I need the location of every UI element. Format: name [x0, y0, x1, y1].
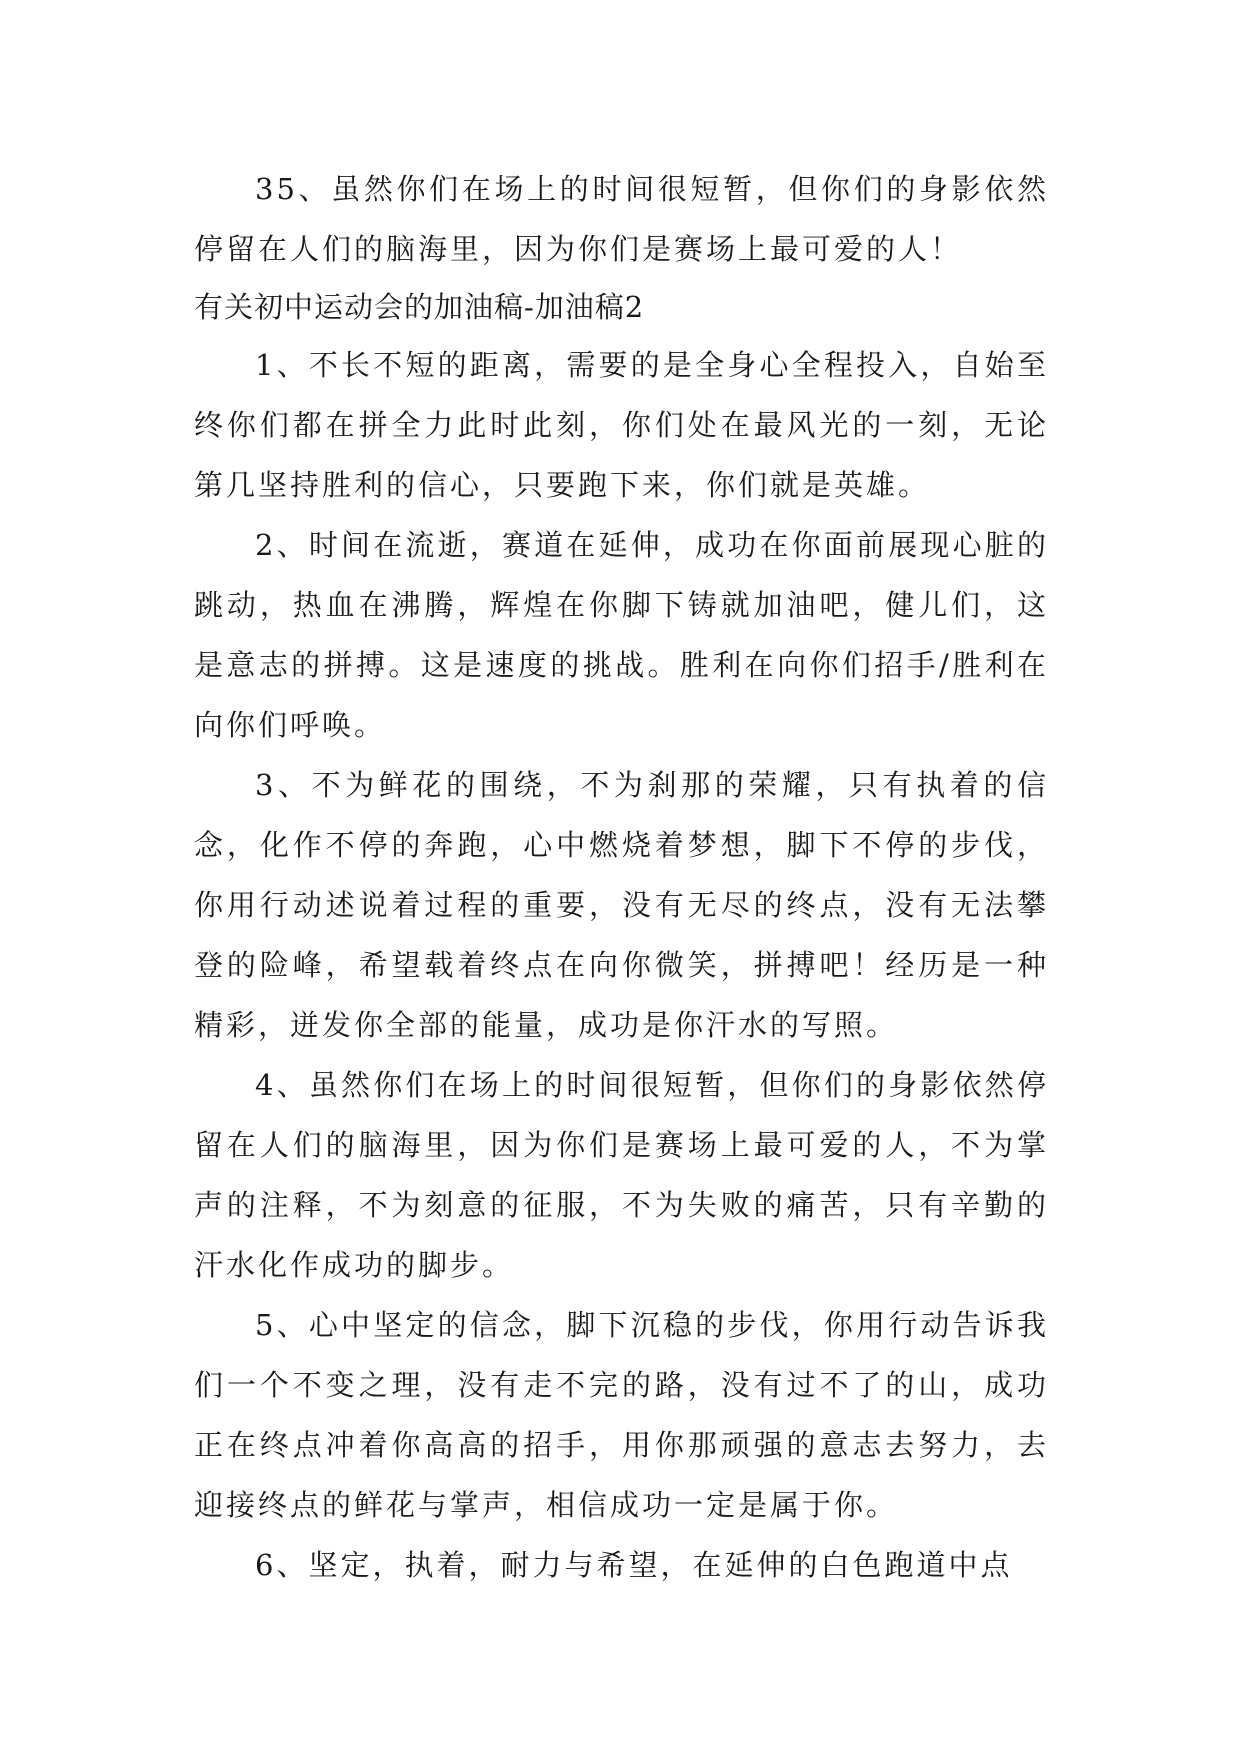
document-body — [194, 159, 1049, 1595]
paragraph-6: 6、坚定，执着，耐力与希望，在延伸的白色跑道中点 — [255, 1548, 1013, 1582]
paragraph-2: 2、时间在流逝，赛道在延伸，成功在你面前展现心脏的跳动，热血在沸腾，辉煌在你脚下铸就加油吧，健儿们，这是意志的拼搏。这是速度的挑战。胜利在向你们招手/胜利在向你们呼唤。 — [194, 528, 1049, 742]
paragraph-1: 1、不长不短的距离，需要的是全身心全程投入，自始至终你们都在拼全力此时此刻，你们处在最风光的一刻，无论第几坚持胜利的信心，只要跑下来，你们就是英雄。 — [194, 348, 1049, 502]
paragraph-3: 3、不为鲜花的围绕，不为刹那的荣耀，只有执着的信念，化作不停的奔跑，心中燃烧着梦想，脚下不停的步伐，你用行动述说着过程的重要，没有无尽的终点，没有无法攀登的险峰，希望载着终点在向你微笑，拼搏吧！经历是一种精彩，迸发你全部的能量，成功是你汗水的写照。 — [194, 768, 1049, 1042]
paragraph-35: 35、虽然你们在场上的时间很短暂，但你们的身影依然停留在人们的脑海里，因为你们是赛场上最可爱的人！ — [194, 172, 1049, 266]
paragraph-5: 5、心中坚定的信念，脚下沉稳的步伐，你用行动告诉我们一个不变之理，没有走不完的路，没有过不了的山，成功正在终点冲着你高高的招手，用你那顽强的意志去努力，去迎接终点的鲜花与掌声，相信成功一定是属于你。 — [194, 1308, 1049, 1522]
paragraph-4: 4、虽然你们在场上的时间很短暂，但你们的身影依然停留在人们的脑海里，因为你们是赛场上最可爱的人，不为掌声的注释，不为刻意的征服，不为失败的痛苦，只有辛勤的汗水化作成功的脚步。 — [194, 1068, 1049, 1282]
section-heading: 有关初中运动会的加油稿-加油稿2 — [194, 290, 645, 324]
